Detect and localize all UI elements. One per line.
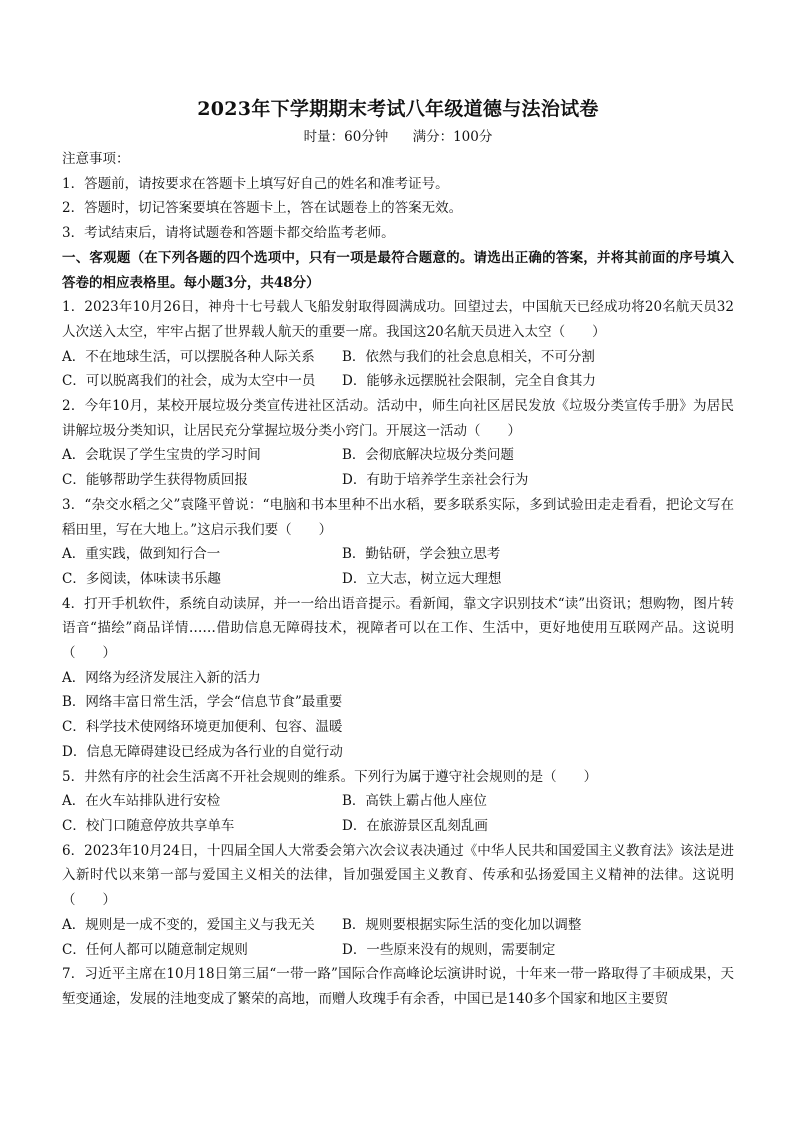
question-4-stem: 4．打开手机软件，系统自动读屏，并一一给出语音提示。看新闻，靠文字识别技术“读”出资讯；想购物，图片转语音“描绘”商品详情……借助信息无障碍技术，视障者可以在工作、生活中，更好地使用互联网产品。这说明（ ） xyxy=(62,595,734,662)
question-4-option-d: D．信息无障碍建设已经成为各行业的自觉行动 xyxy=(62,743,343,760)
question-3-stem: 3．“杂交水稻之父”袁隆平曾说：“电脑和书本里种不出水稻，要多联系实际，多到试验田走走看看，把论文写在稻田里，写在大地上。”这启示我们要（ ） xyxy=(62,496,734,538)
note-item-3: 3．考试结束后，请将试题卷和答题卡都交给监考老师。 xyxy=(62,225,395,242)
question-6-options-row-1 xyxy=(62,913,734,938)
question-3-options-row-1 xyxy=(62,542,734,567)
exam-title: 2023年下学期期末考试八年级道德与法治试卷 xyxy=(197,98,599,120)
exam-duration: 时量：60分钟 xyxy=(303,129,389,145)
question-4-option-c: C．科学技术使网络环境更加便利、包容、温暖 xyxy=(62,719,343,736)
note-item-1: 1．答题前，请按要求在答题卡上填写好自己的姓名和准考证号。 xyxy=(62,175,449,192)
question-1-stem: 1．2023年10月26日，神舟十七号载人飞船发射取得圆满成功。回望过去，中国航天已经成功将20名航天员32人次送入太空，牢牢占据了世界载人航天的重要一席。我国这20名航天员进入太空（ ） xyxy=(62,299,734,340)
question-1-option-d: D．能够永远摆脱社会限制，完全自食其力 xyxy=(342,373,596,390)
question-2-option-a: A．会耽误了学生宝贵的学习时间 xyxy=(62,447,261,464)
question-6-option-d: D．一些原来没有的规则，需要制定 xyxy=(342,941,556,958)
question-1-option-b: B．依然与我们的社会息息相关，不可分割 xyxy=(342,348,595,365)
question-2-options-row-2 xyxy=(62,468,734,493)
question-2-option-d: D．有助于培养学生亲社会行为 xyxy=(342,472,529,489)
question-3-option-c: C．多阅读，体味读书乐趣 xyxy=(62,570,221,587)
question-6-option-c: C．任何人都可以随意制定规则 xyxy=(62,941,248,958)
question-5-stem: 5．井然有序的社会生活离不开社会规则的维系。下列行为属于遵守社会规则的是（ ） xyxy=(62,768,598,785)
question-4-option-a: A．网络为经济发展注入新的活力 xyxy=(62,669,261,686)
notes-heading: 注意事项： xyxy=(62,151,130,167)
question-6-option-a: A．规则是一成不变的，爱国主义与我无关 xyxy=(62,916,315,933)
question-4-option-b: B．网络丰富日常生活，学会“信息节食”最重要 xyxy=(62,694,343,711)
question-5-option-a: A．在火车站排队进行安检 xyxy=(62,793,221,810)
exam-full-score: 满分：100分 xyxy=(412,129,493,145)
exam-meta xyxy=(62,127,734,147)
question-5-option-c: C．校门口随意停放共享单车 xyxy=(62,817,235,834)
question-5-option-d: D．在旅游景区乱刻乱画 xyxy=(342,817,488,834)
question-5-option-b: B．高铁上霸占他人座位 xyxy=(342,793,487,810)
question-2-stem: 2．今年10月，某校开展垃圾分类宣传进社区活动。活动中，师生向社区居民发放《垃圾分类宣传手册》为居民讲解垃圾分类知识，让居民充分掌握垃圾分类小窍门。开展这一活动（ ） xyxy=(62,398,734,439)
section-1-heading: 一、客观题（在下列各题的四个选项中，只有一项是最符合题意的。请选出正确的答案，并将其前面的序号填入答卷的相应表格里。每小题3分，共48分） xyxy=(62,249,734,291)
question-1-option-c: C．可以脱离我们的社会，成为太空中一员 xyxy=(62,373,316,390)
question-5-options-row-2 xyxy=(62,814,734,839)
question-2-options-row-1 xyxy=(62,443,734,468)
question-1-options-row-1 xyxy=(62,345,734,370)
exam-page xyxy=(62,96,734,1012)
question-6-options-row-2 xyxy=(62,938,734,963)
question-3-option-a: A．重实践，做到知行合一 xyxy=(62,546,221,563)
question-2-option-b: B．会彻底解决垃圾分类问题 xyxy=(342,447,514,464)
question-2-option-c: C．能够帮助学生获得物质回报 xyxy=(62,472,248,489)
question-6-stem: 6．2023年10月24日，十四届全国人大常委会第六次会议表决通过《中华人民共和国爱国主义教育法》该法是进入新时代以来第一部与爱国主义相关的法律，旨加强爱国主义教育、传承和弘扬爱国主义精神的法律。这说明（ ） xyxy=(62,842,734,909)
question-1-options-row-2 xyxy=(62,369,734,394)
question-3-options-row-2 xyxy=(62,567,734,592)
question-1-option-a: A．不在地球生活，可以摆脱各种人际关系 xyxy=(62,348,315,365)
question-5-options-row-1 xyxy=(62,789,734,814)
question-3-option-b: B．勤钻研，学会独立思考 xyxy=(342,546,501,563)
note-item-2: 2．答题时，切记答案要填在答题卡上，答在试题卷上的答案无效。 xyxy=(62,200,463,217)
question-3-option-d: D．立大志，树立远大理想 xyxy=(342,570,502,587)
question-7-stem: 7．习近平主席在10月18日第三届“一带一路”国际合作高峰论坛演讲时说，十年来一带一路取得了丰硕成果，天堑变通途，发展的洼地变成了繁荣的高地，而赠人玫瑰手有余香，中国已是140多个国家和地区主要贸 xyxy=(62,966,734,1007)
question-6-option-b: B．规则要根据实际生活的变化加以调整 xyxy=(342,916,582,933)
